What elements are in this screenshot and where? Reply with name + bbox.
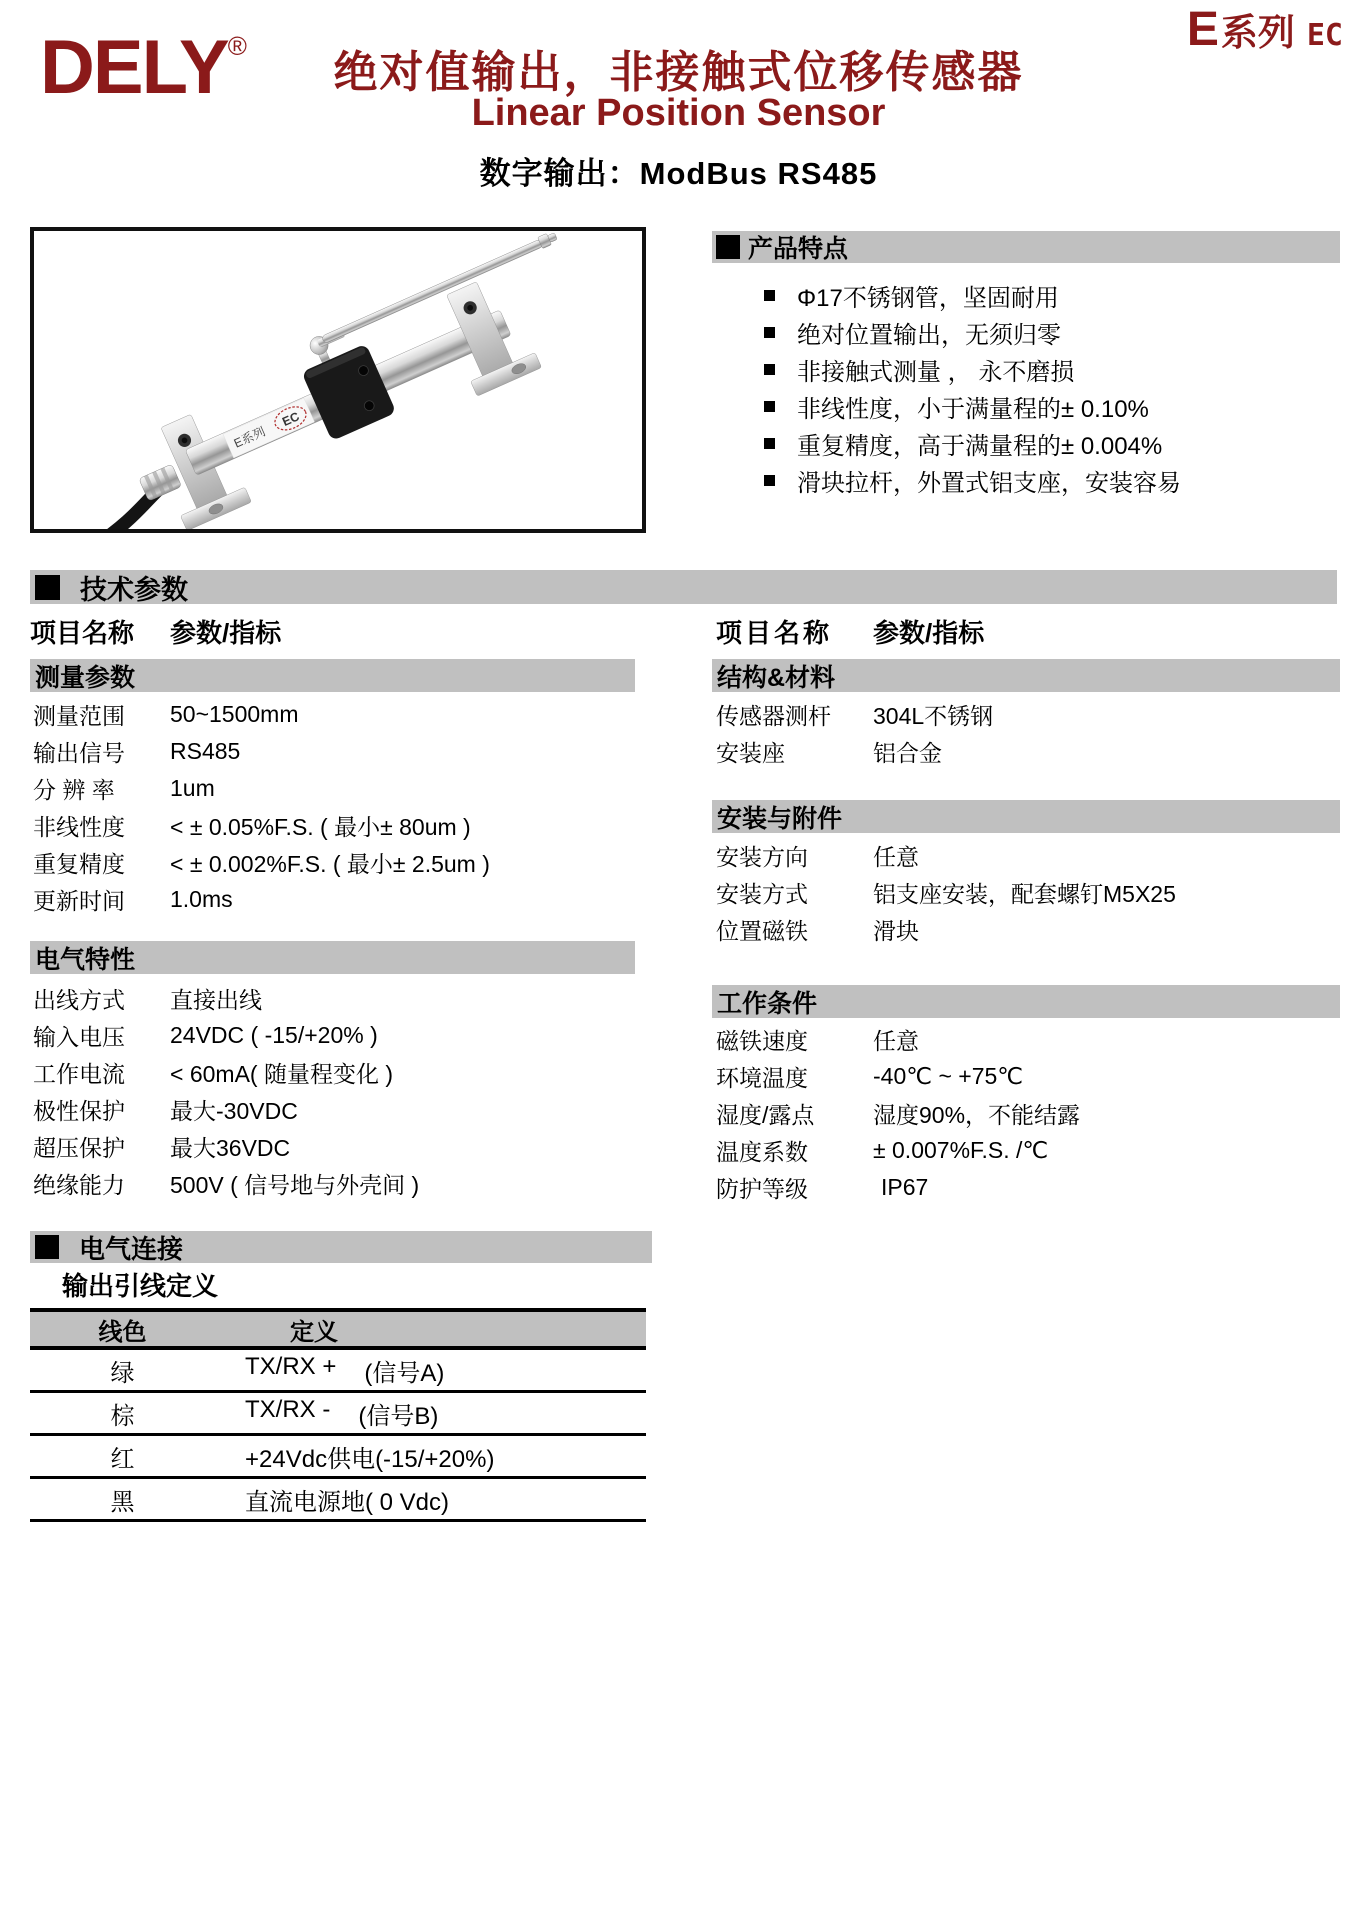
spec-value: 24VDC ( -15/+20% ) [170,1022,378,1048]
spec-value: 最大-30VDC [170,1098,298,1124]
bullet-square-icon [764,438,775,449]
group-title: 安装与附件 [717,804,843,833]
spec-label: 分 辨 率 [33,777,115,803]
spec-value: RS485 [170,738,241,764]
spec-row [33,1054,633,1091]
wire-color: 棕 [110,1402,135,1430]
spec-row [33,881,633,918]
spec-label: 环境温度 [716,1065,808,1091]
series-cn: 系列 [1220,12,1295,53]
wiring-row [30,1479,646,1522]
spec-value: 铝合金 [873,740,942,766]
spec-value: 500V ( 信号地与外壳间 ) [170,1172,420,1198]
spec-label: 湿度/露点 [716,1102,815,1128]
feature-text: 绝对位置输出，无须归零 [797,322,1061,349]
wire-signal: +24Vdc供电(-15/+20%) [245,1445,495,1473]
spec-value: ± 0.007%F.S. /℃ [873,1137,1049,1163]
bullet-square-icon [764,327,775,338]
spec-label: 温度系数 [716,1139,808,1165]
wire-color: 绿 [110,1359,135,1387]
bullet-square-icon [764,401,775,412]
wiring-row [30,1350,646,1393]
feature-text: 重复精度，高于满量程的± 0.004% [797,433,1163,460]
spec-label: 传感器测杆 [716,703,831,729]
feature-item [764,351,1334,388]
output-type-line: 数字输出：ModBus RS485 [479,156,878,191]
spec-value: 铝支座安装，配套螺钉M5X25 [873,881,1176,907]
wire-color: 黑 [110,1488,135,1516]
section-tech [30,570,1337,604]
col-definition: 定义 [290,1318,338,1346]
brand-text: DELY [40,25,228,110]
spec-label: 测量范围 [33,703,125,729]
spec-value: 任意 [873,1028,919,1054]
series-model: EC [1306,18,1343,53]
wiring-table [30,1308,646,1522]
wiring-subtitle: 输出引线定义 [62,1271,219,1301]
spec-label: 绝缘能力 [33,1172,125,1198]
section-marker-icon [716,235,740,259]
group-title: 结构&材料 [717,663,836,692]
wire-note: (信号B) [358,1402,439,1430]
material-rows [716,696,1336,770]
pull-rod [321,239,543,344]
wire-note: (信号A) [364,1359,445,1387]
section-wiring-title: 电气连接 [79,1233,184,1264]
product-photo [30,227,646,533]
col-item-name: 项目名称 [30,618,135,648]
group-operating-bar [712,985,1340,1018]
spec-row [716,874,1336,911]
section-wiring [30,1231,652,1263]
spec-row [716,1132,1336,1169]
spec-label: 极性保护 [33,1098,125,1124]
spec-value: 最大36VDC [170,1135,291,1161]
section-marker-icon [35,1235,59,1259]
spec-value: < ± 0.002%F.S. ( 最小± 2.5um ) [170,851,490,877]
wire-signal: TX/RX - [245,1395,331,1423]
spec-row [716,911,1336,948]
spec-label: 出线方式 [33,987,125,1013]
spec-label: 位置磁铁 [716,918,808,944]
spec-row [33,807,633,844]
col-wire-color: 线色 [98,1318,147,1346]
right-column-header [716,613,985,648]
spec-row [33,696,633,733]
wire-color: 红 [110,1445,135,1473]
mounting-rows [716,837,1336,948]
registered-mark: ® [227,31,247,61]
spec-row [716,1058,1336,1095]
page-title: 绝对值输出，非接触式位移传感器 [333,48,1024,97]
spec-value: 1um [170,775,215,801]
spec-value: IP67 [881,1174,929,1200]
spec-row [33,770,633,807]
tube-label-series: E系列 [231,424,268,451]
feature-item [764,277,1334,314]
col-param: 参数/指标 [873,618,985,648]
feature-text: 非接触式测量 ， 永不磨损 [797,359,1075,386]
spec-row [33,1017,633,1054]
section-features-title: 产品特点 [748,235,849,263]
spec-value: 滑块 [873,918,919,944]
section-marker-icon [35,575,60,600]
col-param: 参数/指标 [170,618,282,648]
spec-value: 50~1500mm [170,701,299,727]
page-title-en: Linear Position Sensor [471,92,886,134]
spec-row [716,733,1336,770]
feature-item [764,388,1334,425]
spec-row [33,1165,633,1202]
feature-text: Φ17不锈钢管，坚固耐用 [797,285,1059,312]
wire-signal: TX/RX + [245,1352,337,1380]
wiring-row [30,1393,646,1436]
bullet-square-icon [764,475,775,486]
spec-row [716,837,1336,874]
left-column-header [30,613,282,648]
feature-item [764,314,1334,351]
product-photo-illustration [34,231,642,529]
group-title: 电气特性 [35,945,136,974]
feature-text: 非线性度，小于满量程的± 0.10% [797,396,1149,423]
group-material-bar [712,659,1340,692]
spec-row [716,1095,1336,1132]
group-mounting-bar [712,800,1340,833]
spec-value: 湿度90%，不能结露 [873,1102,1081,1128]
feature-text: 滑块拉杆，外置式铝支座，安装容易 [797,470,1181,497]
spec-label: 输入电压 [33,1024,125,1050]
feature-item [764,462,1334,499]
electric-rows [33,980,633,1202]
spec-value: 1.0ms [170,886,233,912]
spec-label: 输出信号 [33,740,125,766]
spec-label: 工作电流 [33,1061,125,1087]
spec-value: < 60mA( 随量程变化 ) [170,1061,394,1087]
series-letter: E [1186,3,1219,56]
spec-value: 任意 [873,844,919,870]
wire-signal: 直流电源地( 0 Vdc) [245,1488,450,1516]
spec-label: 安装方向 [716,844,808,870]
group-title: 测量参数 [35,663,136,692]
spec-label: 磁铁速度 [716,1028,808,1054]
spec-row [716,696,1336,733]
spec-value: 直接出线 [170,987,262,1013]
spec-row [716,1169,1336,1206]
wiring-row [30,1436,646,1479]
spec-label: 超压保护 [33,1135,125,1161]
spec-row [33,733,633,770]
spec-row [33,1091,633,1128]
spec-row [33,1128,633,1165]
wiring-table-header [30,1312,646,1350]
spec-row [33,844,633,881]
group-measure-bar [30,659,635,692]
spec-label: 更新时间 [33,888,125,914]
group-title: 工作条件 [717,989,818,1018]
bullet-square-icon [764,290,775,301]
bullet-square-icon [764,364,775,375]
feature-list [764,277,1334,499]
spec-label: 安装座 [716,740,785,766]
spec-value: 304L不锈钢 [873,703,994,729]
group-electric-bar [30,941,635,974]
spec-value: -40℃ ~ +75℃ [873,1063,1024,1089]
spec-label: 防护等级 [716,1176,808,1202]
spec-value: < ± 0.05%F.S. ( 最小± 80um ) [170,814,471,840]
tube-label-model: EC [280,409,302,430]
spec-row [33,980,633,1017]
spec-label: 安装方式 [716,881,808,907]
spec-label: 重复精度 [33,851,125,877]
section-tech-title: 技术参数 [80,574,188,605]
measure-rows [33,696,633,918]
spec-row [716,1021,1336,1058]
operating-rows [716,1021,1336,1206]
section-features [712,231,1340,263]
col-item-name: 项目名称 [716,618,833,648]
feature-item [764,425,1334,462]
spec-label: 非线性度 [33,814,125,840]
